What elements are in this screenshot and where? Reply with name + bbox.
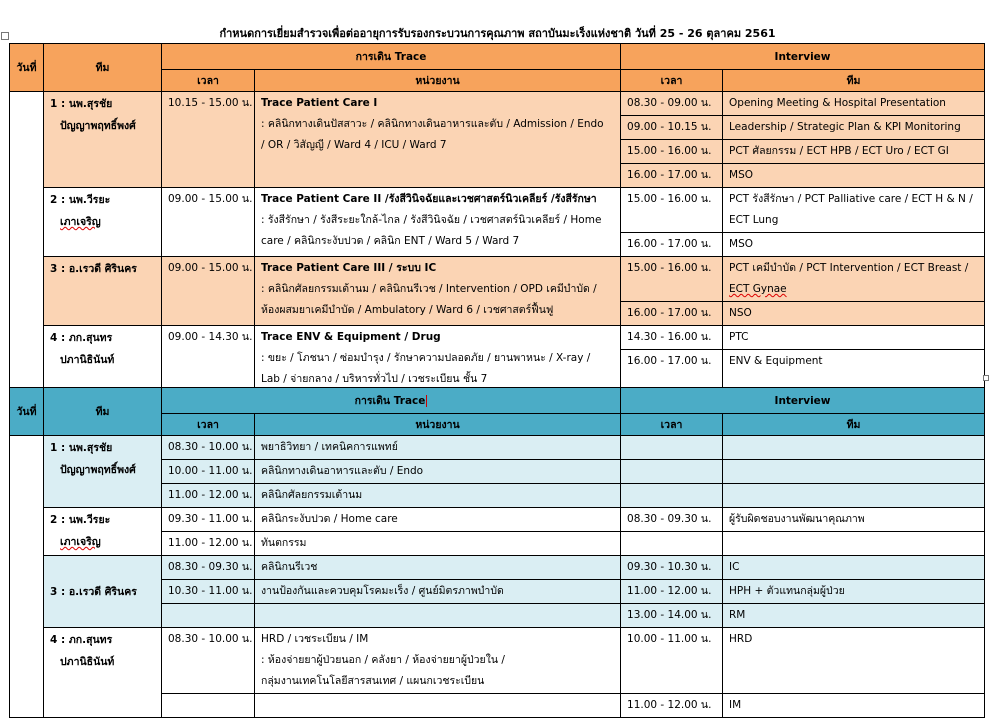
trace-unit	[255, 604, 621, 628]
iv-time: 15.00 - 16.00 น.	[621, 257, 723, 302]
schedule-table-day2	[9, 387, 985, 718]
iv-time: 08.30 - 09.00 น.	[621, 92, 723, 116]
iv-team: Leadership / Strategic Plan & KPI Monitoring	[723, 116, 985, 140]
iv-time	[621, 460, 723, 484]
iv-time	[621, 484, 723, 508]
trace-time: 11.00 - 12.00 น.	[162, 532, 255, 556]
trace-time: 09.30 - 11.00 น.	[162, 508, 255, 532]
table-resize-handle[interactable]	[983, 375, 989, 381]
iv-team: ENV & Equipment	[723, 350, 985, 392]
iv-team: NSO	[723, 302, 985, 326]
iv-team: MSO	[723, 164, 985, 188]
team-cell: 1 : นพ.สุรชัย ปัญญาพฤทธิ์พงศ์	[44, 92, 162, 188]
header-team: ทีม	[44, 44, 162, 92]
trace-unit: คลินิกศัลยกรรมเต้านม	[255, 484, 621, 508]
iv-time: 16.00 - 17.00 น.	[621, 233, 723, 257]
iv-time: 16.00 - 17.00 น.	[621, 164, 723, 188]
trace-unit: คลินิกทางเดินอาหารและตับ / Endo	[255, 460, 621, 484]
iv-team	[723, 484, 985, 508]
iv-team: PCT รังสีรักษา / PCT Palliative care / ECT H & N / ECT Lung	[723, 188, 985, 233]
trace-unit: Trace ENV & Equipment / Drug : ขยะ / โภชนา / ซ่อมบำรุง / รักษาความปลอดภัย / ยานพาหนะ / X-ray / Lab / จ่ายกลาง / บริหารทั่วไป / เวชระเบียน ชั้น 7	[255, 326, 621, 392]
team-cell: 2 : นพ.วีรยะ เภาเจริญ	[44, 508, 162, 556]
trace-unit: HRD / เวชระเบียน / IM : ห้องจ่ายยาผู้ป่วยนอก / คลังยา / ห้องจ่ายยาผู้ป่วยใน / กลุ่มงานเทคโนโลยีสารสนเทศ / แผนกเวชระเบียน	[255, 628, 621, 694]
team-cell: 3 : อ.เรวดี ศิรินคร	[44, 257, 162, 326]
date-cell	[10, 92, 44, 392]
trace-time: 10.00 - 11.00 น.	[162, 460, 255, 484]
header-iv-time: เวลา	[621, 70, 723, 92]
team-cell: 2 : นพ.วีรยะ เภาเจริญ	[44, 188, 162, 257]
schedule-table-day1	[9, 43, 985, 392]
header-trace-unit: หน่วยงาน	[255, 414, 621, 436]
team-cell: 3 : อ.เรวดี ศิรินคร	[44, 556, 162, 628]
trace-time: 10.30 - 11.00 น.	[162, 580, 255, 604]
trace-time: 09.00 - 15.00 น.	[162, 257, 255, 326]
team-cell: 4 : ภก.สุนทร ปภานิธินันท์	[44, 628, 162, 718]
iv-team: IC	[723, 556, 985, 580]
iv-time: 15.00 - 16.00 น.	[621, 188, 723, 233]
iv-team: PCT เคมีบำบัด / PCT Intervention / ECT Breast / ECT Gynae	[723, 257, 985, 302]
iv-time: 16.00 - 17.00 น.	[621, 350, 723, 392]
trace-time: 10.15 - 15.00 น.	[162, 92, 255, 188]
trace-time: 11.00 - 12.00 น.	[162, 484, 255, 508]
iv-team: IM	[723, 694, 985, 718]
iv-team: MSO	[723, 233, 985, 257]
header-iv-team: ทีม	[723, 70, 985, 92]
trace-unit: พยาธิวิทยา / เทคนิคการแพทย์	[255, 436, 621, 460]
iv-time: 08.30 - 09.30 น.	[621, 508, 723, 532]
trace-time: 09.00 - 15.00 น.	[162, 188, 255, 257]
iv-time	[621, 532, 723, 556]
date-cell	[10, 436, 44, 718]
trace-unit: คลินิกระงับปวด / Home care	[255, 508, 621, 532]
trace-unit: Trace Patient Care I : คลินิกทางเดินปัสสาวะ / คลินิกทางเดินอาหารและตับ / Admission / Endo / OR / วิสัญญี / Ward 4 / ICU / Ward 7	[255, 92, 621, 188]
iv-team: PCT ศัลยกรรม / ECT HPB / ECT Uro / ECT GI	[723, 140, 985, 164]
iv-time: 09.30 - 10.30 น.	[621, 556, 723, 580]
team-cell: 4 : ภก.สุนทร ปภานิธินันท์	[44, 326, 162, 392]
iv-team: ผู้รับผิดชอบงานพัฒนาคุณภาพ	[723, 508, 985, 532]
trace-unit: Trace Patient Care II /รังสีวินิจฉัยและเวชศาสตร์นิวเคลียร์ /รังสีรักษา : รังสีรักษา / รังสีระยะใกล้-ไกล / รังสีวินิจฉัย / เวชศาสตร์นิวเคลียร์ / Home care / คลินิกระงับปวด / คลินิก ENT / Ward 5 / Ward 7	[255, 188, 621, 257]
page-title: กำหนดการเยี่ยมสำรวจเพื่อต่ออายุการรับรองกระบวนการคุณภาพ สถาบันมะเร็งแห่งชาติ วันที่ 25 - 26 ตุลาคม 2561	[219, 27, 776, 40]
iv-team	[723, 532, 985, 556]
iv-team: RM	[723, 604, 985, 628]
trace-time	[162, 694, 255, 718]
trace-time: 08.30 - 10.00 น.	[162, 436, 255, 460]
trace-unit: Trace Patient Care III / ระบบ IC : คลินิกศัลยกรรมเต้านม / คลินิกนรีเวช / Intervention / OPD เคมีบำบัด / ห้องผสมยาเคมีบำบัด / Ambulatory / Ward 6 / เวชศาสตร์ฟื้นฟู	[255, 257, 621, 326]
header-trace: การเดิน Trace	[162, 44, 621, 70]
trace-unit: ทันตกรรม	[255, 532, 621, 556]
iv-team: HRD	[723, 628, 985, 694]
text-cursor	[426, 395, 427, 407]
header-day: วันที่	[10, 388, 44, 436]
header-trace: การเดิน Trace	[162, 388, 621, 414]
iv-time: 11.00 - 12.00 น.	[621, 694, 723, 718]
trace-time: 08.30 - 10.00 น.	[162, 628, 255, 694]
header-interview: Interview	[621, 44, 985, 70]
header-interview: Interview	[621, 388, 985, 414]
iv-team	[723, 436, 985, 460]
trace-time	[162, 604, 255, 628]
header-iv-time: เวลา	[621, 414, 723, 436]
iv-time: 15.00 - 16.00 น.	[621, 140, 723, 164]
iv-time: 10.00 - 11.00 น.	[621, 628, 723, 694]
iv-team: HPH + ตัวแทนกลุ่มผู้ป่วย	[723, 580, 985, 604]
header-team: ทีม	[44, 388, 162, 436]
trace-time: 08.30 - 09.30 น.	[162, 556, 255, 580]
iv-team: PTC	[723, 326, 985, 350]
trace-unit: คลินิกนรีเวช	[255, 556, 621, 580]
team-cell: 1 : นพ.สุรชัย ปัญญาพฤทธิ์พงศ์	[44, 436, 162, 508]
iv-time: 16.00 - 17.00 น.	[621, 302, 723, 326]
iv-team	[723, 460, 985, 484]
trace-time: 09.00 - 14.30 น.	[162, 326, 255, 392]
trace-unit: งานป้องกันและควบคุมโรคมะเร็ง / ศูนย์มิตรภาพบำบัด	[255, 580, 621, 604]
header-trace-time: เวลา	[162, 70, 255, 92]
trace-unit	[255, 694, 621, 718]
header-trace-unit: หน่วยงาน	[255, 70, 621, 92]
iv-time: 09.00 - 10.15 น.	[621, 116, 723, 140]
iv-time	[621, 436, 723, 460]
header-trace-time: เวลา	[162, 414, 255, 436]
iv-team: Opening Meeting & Hospital Presentation	[723, 92, 985, 116]
header-iv-team: ทีม	[723, 414, 985, 436]
header-day: วันที่	[10, 44, 44, 92]
iv-time: 13.00 - 14.00 น.	[621, 604, 723, 628]
iv-time: 11.00 - 12.00 น.	[621, 580, 723, 604]
iv-time: 14.30 - 16.00 น.	[621, 326, 723, 350]
